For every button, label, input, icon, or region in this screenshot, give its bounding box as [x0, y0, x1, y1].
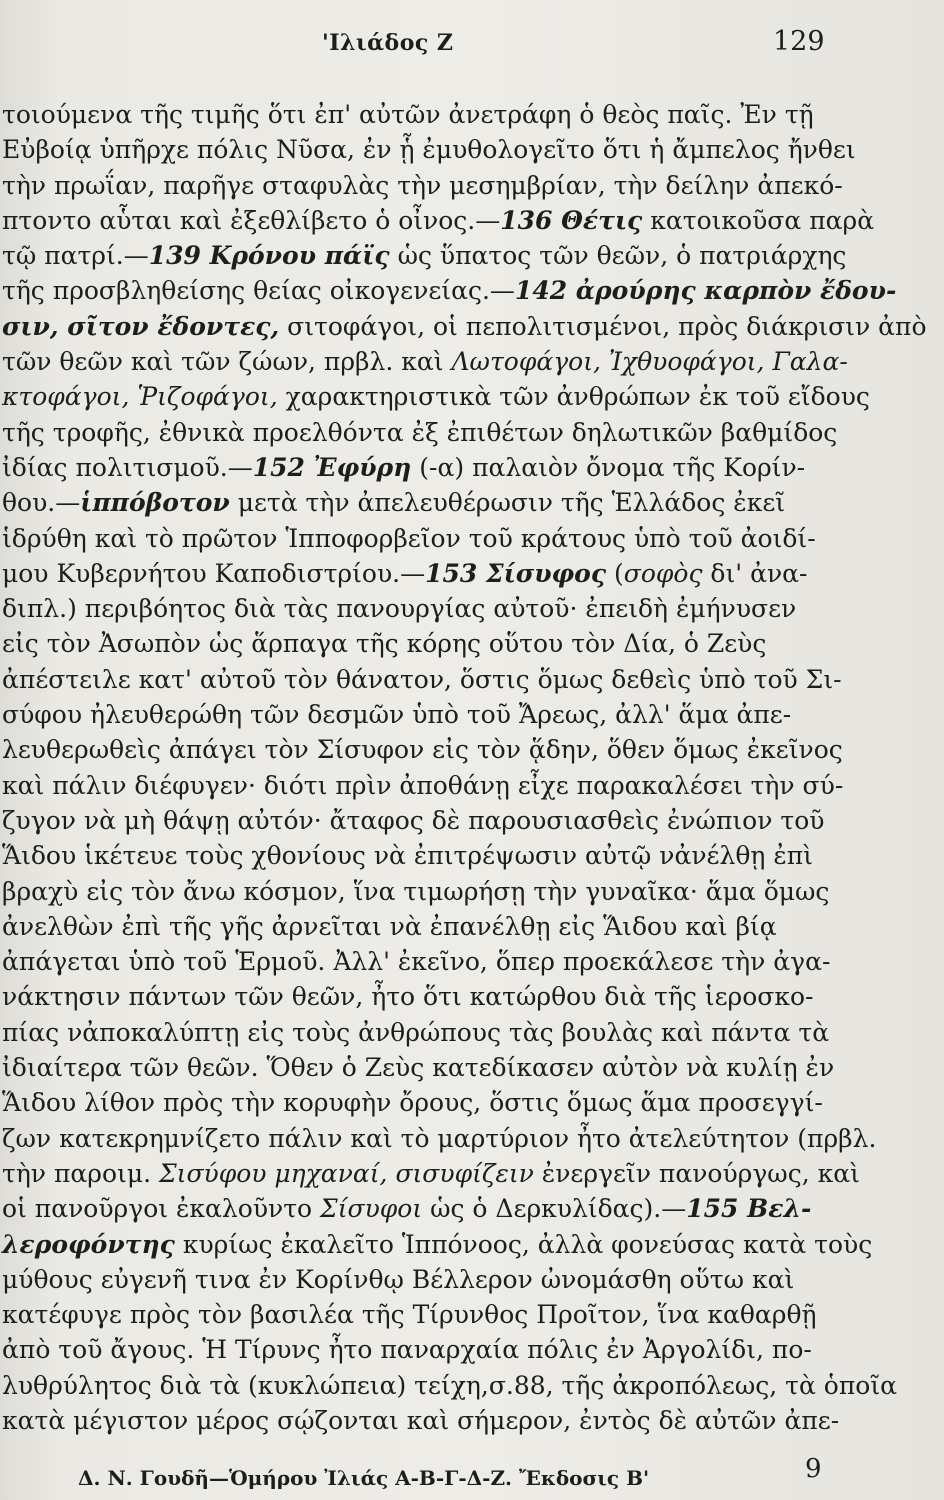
- lemma-term: 142 ἀρούρης καρπὸν ἔδου-: [514, 276, 897, 306]
- text-line: [0, 1403, 944, 1438]
- text-segment: ζων κατεκρημνίζετο πάλιν καὶ τὸ μαρτύριον ἦτο ἀτελεύτητον (πρβλ.: [2, 1123, 877, 1153]
- text-segment: διπλ.) περιβόητος διὰ τὰς πανουργίας αὐτοῦ· ἐπειδὴ ἐμήνυσεν: [2, 594, 797, 624]
- lemma-term: 139 Κρόνου πάϊς: [148, 241, 390, 271]
- lemma-term: 155 Βελ-: [686, 1194, 812, 1224]
- text-segment: πίας νἀποκαλύπτῃ εἰς τοὺς ἀνθρώπους τὰς βουλὰς καὶ πάντα τὰ: [2, 1017, 830, 1047]
- text-segment: τὴν πρωΐαν, παρῆγε σταφυλὰς τὴν μεσημβρίαν, τὴν δείλην ἀπεκό-: [2, 170, 843, 200]
- text-segment: μου Κυβερνήτου Καποδιστρίου.—: [2, 558, 426, 588]
- text-line: [0, 626, 944, 661]
- text-segment: οἱ πανοῦργοι ἐκαλοῦντο: [2, 1194, 321, 1224]
- page-footer: [0, 1454, 944, 1496]
- text-line: [0, 273, 944, 308]
- text-segment: λυθρύλητος διὰ τὰ (κυκλώπεια) τείχη,σ.88, τῆς ἀκροπόλεως, τὰ ὁποῖα: [2, 1370, 898, 1400]
- text-line: [0, 1050, 944, 1085]
- italic-term: σοφὸς: [623, 558, 703, 588]
- text-segment: κατὰ μέγιστον μέρος σῴζονται καὶ σήμερον, ἐντὸς δὲ αὐτῶν ἀπε-: [2, 1405, 840, 1435]
- lemma-term: ἱππόβοτον: [80, 488, 230, 518]
- text-segment: ἀπάγεται ὑπὸ τοῦ Ἑρμοῦ. Ἀλλ' ἐκεῖνο, ὅπερ προεκάλεσε τὴν ἀγα-: [2, 947, 831, 977]
- running-title: 'Ιλιάδος Ζ: [322, 30, 454, 56]
- text-line: [0, 379, 944, 414]
- text-line: [0, 732, 944, 767]
- text-segment: ἰδίας πολιτισμοῦ.—: [2, 452, 253, 482]
- text-line: [0, 1121, 944, 1156]
- text-segment: ἀπὸ τοῦ ἄγους. Ἡ Τίρυνς ἦτο παναρχαία πόλις ἐν Ἀργολίδι, πο-: [2, 1335, 812, 1365]
- text-line: [0, 697, 944, 732]
- text-segment: τῆς τροφῆς, ἐθνικὰ προελθόντα ἐξ ἐπιθέτων δηλωτικῶν βαθμίδος: [2, 417, 838, 447]
- text-segment: (: [606, 558, 624, 588]
- text-segment: χαρακτηριστικὰ τῶν ἀνθρώπων ἐκ τοῦ εἴδους: [277, 382, 870, 412]
- page-header: [0, 26, 944, 66]
- text-segment: ἀπέστειλε κατ' αὐτοῦ τὸν θάνατον, ὅστις ὅμως δεθεὶς ὑπὸ τοῦ Σι-: [2, 664, 842, 694]
- text-line: [0, 1227, 944, 1262]
- italic-term: Σίσυφοι: [320, 1194, 423, 1224]
- text-line: [0, 1297, 944, 1332]
- text-line: [0, 1015, 944, 1050]
- text-segment: τὴν παροιμ.: [2, 1158, 159, 1188]
- italic-term: Σισύφου μηχαναί, σισυφίζειν: [158, 1158, 534, 1188]
- lemma-term: 153 Σίσυφος: [425, 558, 607, 588]
- text-line: [0, 485, 944, 520]
- signature-mark: 9: [805, 1454, 822, 1484]
- text-line: [0, 803, 944, 838]
- text-line: [0, 168, 944, 203]
- text-segment: Ἅιδου λίθον πρὸς τὴν κορυφὴν ὄρους, ὅστις ὅμως ἅμα προσεγγί-: [2, 1088, 823, 1118]
- text-line: [0, 415, 944, 450]
- text-segment: βραχὺ εἰς τὸν ἄνω κόσμον, ἵνα τιμωρήσῃ τὴν γυναῖκα· ἅμα ὅμως: [2, 876, 830, 906]
- text-segment: εἰς τὸν Ἀσωπὸν ὡς ἅρπαγα τῆς κόρης οὕτου τὸν Δία, ὁ Ζεὺς: [2, 629, 767, 659]
- text-line: [0, 450, 944, 485]
- text-line: [0, 909, 944, 944]
- italic-term: κτοφάγοι, Ῥιζοφάγοι,: [2, 382, 278, 412]
- text-segment: ἱδρύθη καὶ τὸ πρῶτον Ἱπποφορβεῖον τοῦ κράτους ὑπὸ τοῦ ἀοιδί-: [2, 523, 816, 553]
- lemma-term: σιν, σῖτον ἔδοντες,: [2, 311, 280, 341]
- text-line: [0, 874, 944, 909]
- text-segment: πτοντο αὗται καὶ ἐξεθλίβετο ὁ οἶνος.—: [2, 205, 501, 235]
- text-segment: μετὰ τὴν ἀπελευθέρωσιν τῆς Ἑλλάδος ἐκεῖ: [229, 488, 786, 518]
- text-line: [0, 203, 944, 238]
- text-segment: ἀνελθὼν ἐπὶ τῆς γῆς ἀρνεῖται νὰ ἐπανέλθῃ εἰς Ἅιδου καὶ βίᾳ: [2, 911, 777, 941]
- text-line: [0, 97, 944, 132]
- text-line: [0, 1332, 944, 1367]
- text-segment: λευθερωθεὶς ἀπάγει τὸν Σίσυφον εἰς τὸν ᾅδην, ὅθεν ὅμως ἐκεῖνος: [2, 735, 843, 765]
- text-segment: ἐνεργεῖν πανούργως, καὶ: [533, 1158, 860, 1188]
- text-segment: τοιούμενα τῆς τιμῆς ὅτι ἐπ' αὐτῶν ἀνετράφη ὁ θεὸς παῖς. Ἐν τῇ: [2, 100, 814, 129]
- text-segment: δι' ἀνα-: [702, 558, 808, 588]
- text-line: [0, 662, 944, 697]
- text-segment: κυρίως ἐκαλεῖτο Ἱππόνοος, ἀλλὰ φονεύσας κατὰ τοὺς: [174, 1229, 873, 1259]
- text-line: [0, 1085, 944, 1120]
- text-line: [0, 556, 944, 591]
- page-number: 129: [773, 26, 825, 57]
- text-segment: θου.—: [2, 488, 81, 518]
- text-segment: σιτοφάγοι, οἱ πεπολιτισμένοι, πρὸς διάκρισιν ἀπὸ: [279, 311, 927, 341]
- text-line: [0, 944, 944, 979]
- text-line: [0, 132, 944, 167]
- text-line: [0, 591, 944, 626]
- text-segment: Εὐβοίᾳ ὑπῆρχε πόλις Νῦσα, ἐν ᾗ ἐμυθολογεῖτο ὅτι ἡ ἄμπελος ἤνθει: [2, 135, 856, 165]
- commentary-text: [0, 97, 944, 1438]
- text-line: [0, 1262, 944, 1297]
- text-segment: τῶν θεῶν καὶ τῶν ζώων, πρβλ. καὶ: [2, 347, 452, 377]
- italic-term: Λωτοφάγοι, Ἰχθυοφάγοι, Γαλα-: [451, 347, 848, 377]
- text-segment: νάκτησιν πάντων τῶν θεῶν, ἦτο ὅτι κατώρθου διὰ τῆς ἱεροσκο-: [2, 982, 814, 1012]
- text-segment: ἰδιαίτερα τῶν θεῶν. Ὅθεν ὁ Ζεὺς κατεδίκασεν αὐτὸν νὰ κυλίῃ ἐν: [2, 1053, 835, 1083]
- text-segment: κατέφυγε πρὸς τὸν βασιλέα τῆς Τίρυνθος Προῖτον, ἵνα καθαρθῇ: [2, 1300, 817, 1330]
- text-segment: τῆς προσβληθείσης θείας οἰκογενείας.—: [2, 276, 515, 306]
- lemma-term: 136 Θέτις: [500, 205, 643, 235]
- imprint-line: Δ. Ν. Γουδῆ—Ὁμήρου Ἰλιάς Α-Β-Γ-Δ-Ζ. Ἔκδοσις Β': [78, 1466, 650, 1490]
- text-line: [0, 521, 944, 556]
- text-segment: καὶ πάλιν διέφυγεν· διότι πρὶν ἀποθάνῃ εἶχε παρακαλέσει τὴν σύ-: [2, 770, 844, 800]
- text-segment: σύφου ἠλευθερώθη τῶν δεσμῶν ὑπὸ τοῦ Ἄρεως, ἀλλ' ἅμα ἀπε-: [2, 700, 792, 730]
- text-line: [0, 838, 944, 873]
- text-segment: ὡς ὕπατος τῶν θεῶν, ὁ πατριάρχης: [389, 241, 847, 271]
- text-line: [0, 1191, 944, 1226]
- text-segment: (-α) παλαιὸν ὄνομα τῆς Κορίν-: [411, 452, 806, 482]
- text-segment: μύθους εὐγενῆ τινα ἐν Κορίνθῳ Βέλλερον ὠνομάσθη οὕτω καὶ: [2, 1264, 795, 1294]
- text-segment: τῷ πατρί.—: [2, 241, 149, 271]
- lemma-term: 152 Ἐφύρη: [252, 452, 412, 482]
- text-line: [0, 1156, 944, 1191]
- text-line: [0, 768, 944, 803]
- text-line: [0, 309, 944, 344]
- lemma-term: λεροφόντης: [2, 1229, 175, 1259]
- text-line: [0, 344, 944, 379]
- text-segment: Ἅιδου ἱκέτευε τοὺς χθονίους νὰ ἐπιτρέψωσιν αὐτῷ νἀνέλθῃ ἐπὶ: [2, 841, 813, 871]
- text-segment: κατοικοῦσα παρὰ: [642, 205, 875, 235]
- text-line: [0, 1368, 944, 1403]
- text-segment: ὡς ὁ Δερκυλίδας).—: [422, 1194, 687, 1224]
- text-line: [0, 979, 944, 1014]
- text-line: [0, 238, 944, 273]
- text-segment: ζυγον νὰ μὴ θάψῃ αὐτόν· ἄταφος δὲ παρουσιασθεὶς ἐνώπιον τοῦ: [2, 805, 825, 835]
